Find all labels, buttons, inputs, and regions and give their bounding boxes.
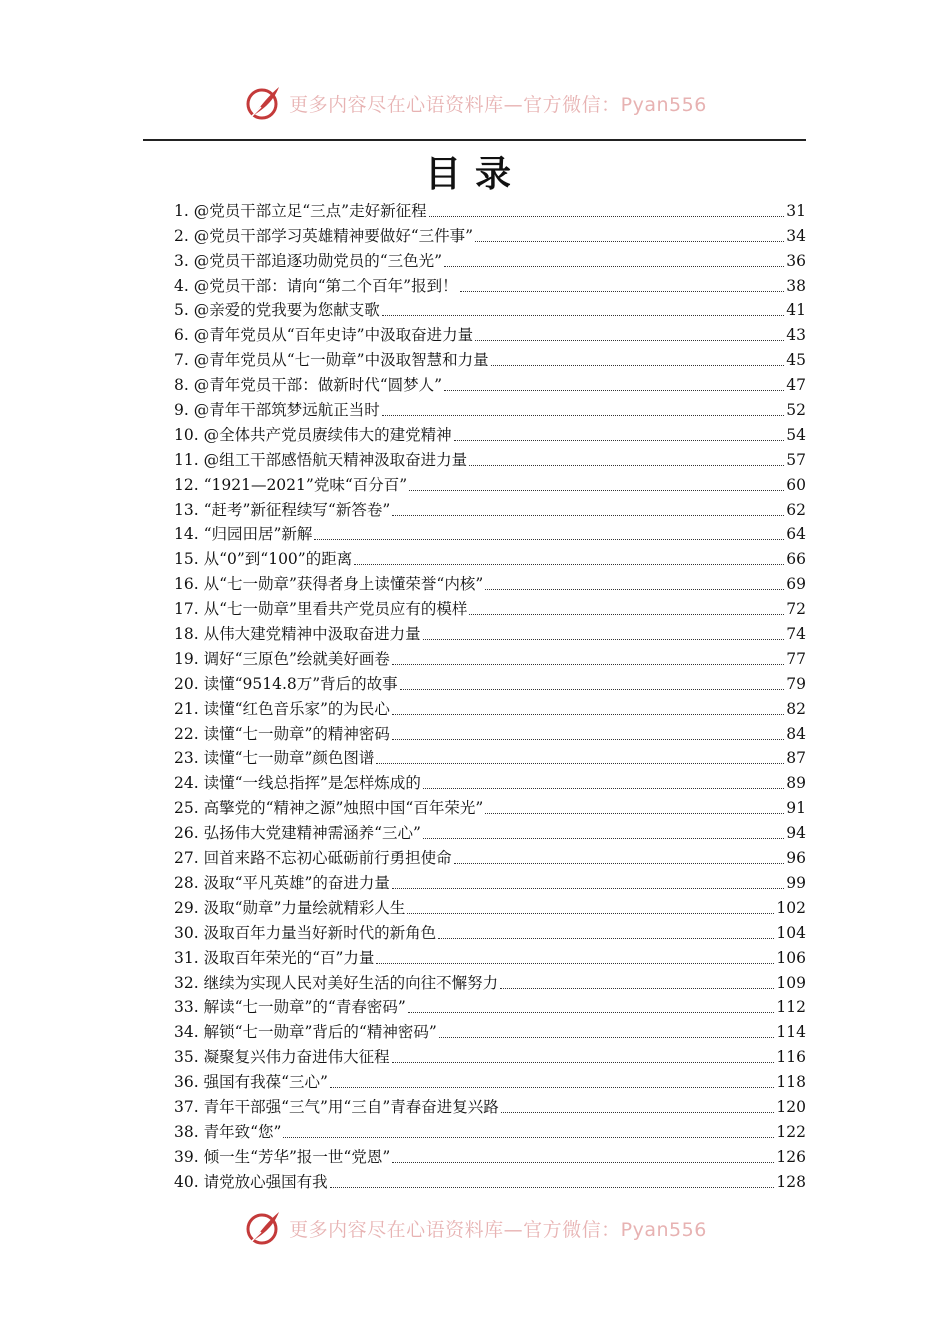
header-divider xyxy=(143,139,806,141)
toc-entry-number: 40. xyxy=(174,1172,204,1191)
toc-entry-page: 47 xyxy=(786,376,806,395)
toc-entry[interactable] xyxy=(174,1017,806,1042)
toc-dot-leader xyxy=(354,564,784,565)
toc-entry-title: 强国有我葆“三心” xyxy=(203,1073,328,1092)
toc-entry-page: 118 xyxy=(776,1073,806,1092)
toc-dot-leader xyxy=(475,241,784,242)
toc-entry[interactable] xyxy=(174,644,806,669)
toc-dot-leader xyxy=(491,365,785,366)
toc-entry-title: 调好“三原色”绘就美好画卷 xyxy=(203,649,390,668)
toc-entry-number: 29. xyxy=(174,898,204,917)
toc-entry[interactable] xyxy=(174,520,806,545)
toc-entry-number: 39. xyxy=(174,1147,204,1166)
toc-entry[interactable] xyxy=(174,843,806,868)
toc-dot-leader xyxy=(314,539,784,540)
toc-entry[interactable] xyxy=(174,544,806,569)
toc-entry-title: @青年党员从“百年史诗”中汲取奋进力量 xyxy=(193,326,474,345)
toc-entry-number: 31. xyxy=(174,948,204,967)
toc-entry-page: 54 xyxy=(786,425,806,444)
toc-entry-page: 84 xyxy=(786,724,806,743)
table-of-contents xyxy=(174,196,806,1192)
toc-entry-title: 倾一生“芳华”报一世“党恩” xyxy=(203,1147,391,1166)
toc-entry-number: 32. xyxy=(174,973,204,992)
toc-entry-number: 1. xyxy=(174,201,194,220)
toc-entry-page: 52 xyxy=(786,401,806,420)
toc-entry-page: 41 xyxy=(786,301,806,320)
toc-entry[interactable] xyxy=(174,1042,806,1067)
toc-dot-leader xyxy=(392,714,784,715)
toc-entry-number: 22. xyxy=(174,724,204,743)
quill-logo-icon xyxy=(243,83,283,123)
toc-entry-page: 45 xyxy=(786,351,806,370)
toc-entry-title: @党员干部学习英雄精神要做好“三件事” xyxy=(193,226,474,245)
toc-entry[interactable] xyxy=(174,594,806,619)
toc-entry-title: 回首来路不忘初心砥砺前行勇担使命 xyxy=(203,849,452,868)
toc-entry-number: 20. xyxy=(174,674,204,693)
toc-dot-leader xyxy=(423,788,784,789)
toc-entry-title: @全体共产党员赓续伟大的建党精神 xyxy=(203,425,452,444)
toc-entry-title: 读懂“一线总指挥”是怎样炼成的 xyxy=(203,774,421,793)
toc-entry-page: 126 xyxy=(776,1147,806,1166)
toc-entry[interactable] xyxy=(174,1142,806,1167)
toc-entry-number: 7. xyxy=(174,351,194,370)
toc-dot-leader xyxy=(400,689,785,690)
toc-entry-number: 37. xyxy=(174,1097,204,1116)
toc-entry-page: 122 xyxy=(776,1122,806,1141)
toc-dot-leader xyxy=(382,315,785,316)
toc-entry-number: 11. xyxy=(174,450,204,469)
toc-entry-page: 43 xyxy=(786,326,806,345)
toc-entry-number: 17. xyxy=(174,600,204,619)
toc-entry-page: 60 xyxy=(786,475,806,494)
toc-entry-number: 10. xyxy=(174,425,204,444)
toc-entry-number: 16. xyxy=(174,575,204,594)
toc-entry-title: 从“0”到“100”的距离 xyxy=(203,550,353,569)
toc-entry-page: 62 xyxy=(786,500,806,519)
toc-entry-title: 请党放心强国有我 xyxy=(203,1172,328,1191)
toc-entry-title: 解锁“七一勋章”背后的“精神密码” xyxy=(203,1023,437,1042)
toc-dot-leader xyxy=(392,739,784,740)
header-banner-text: 更多内容尽在心语资料库—官方微信：Pyan556 xyxy=(289,93,707,116)
toc-dot-leader xyxy=(469,614,784,615)
toc-entry[interactable] xyxy=(174,669,806,694)
toc-entry-page: 79 xyxy=(786,674,806,693)
toc-entry[interactable] xyxy=(174,271,806,296)
toc-dot-leader xyxy=(330,1187,775,1188)
toc-entry-page: 87 xyxy=(786,749,806,768)
toc-entry-title: “赶考”新征程续写“新答卷” xyxy=(203,500,391,519)
toc-entry-title: 从“七一勋章”里看共产党员应有的模样 xyxy=(203,600,468,619)
toc-entry-title: 高擎党的“精神之源”烛照中国“百年荣光” xyxy=(203,799,484,818)
toc-entry-number: 21. xyxy=(174,699,204,718)
toc-entry-title: 汲取百年荣光的“百”力量 xyxy=(203,948,375,967)
toc-entry-title: 凝聚复兴伟力奋进伟大征程 xyxy=(203,1048,390,1067)
toc-entry-page: 57 xyxy=(786,450,806,469)
toc-entry-number: 15. xyxy=(174,550,204,569)
toc-dot-leader xyxy=(429,216,785,217)
toc-entry-number: 3. xyxy=(174,251,194,270)
toc-dot-leader xyxy=(438,938,774,939)
toc-entry-page: 82 xyxy=(786,699,806,718)
toc-entry[interactable] xyxy=(174,569,806,594)
toc-entry-title: 青年致“您” xyxy=(203,1122,282,1141)
toc-entry[interactable] xyxy=(174,246,806,271)
page-title: 目录 xyxy=(424,153,525,195)
toc-entry-title: @党员干部：请向“第二个百年”报到！ xyxy=(193,276,458,295)
toc-dot-leader xyxy=(454,440,785,441)
toc-entry-number: 8. xyxy=(174,376,194,395)
toc-entry-page: 112 xyxy=(776,998,806,1017)
toc-entry-title: @党员干部追逐功勋党员的“三色光” xyxy=(193,251,443,270)
toc-entry-page: 94 xyxy=(786,824,806,843)
toc-entry[interactable] xyxy=(174,768,806,793)
toc-entry[interactable] xyxy=(174,370,806,395)
toc-entry[interactable] xyxy=(174,993,806,1018)
toc-entry[interactable] xyxy=(174,1092,806,1117)
toc-dot-leader xyxy=(444,390,784,391)
toc-entry[interactable] xyxy=(174,1117,806,1142)
toc-entry-number: 23. xyxy=(174,749,204,768)
toc-entry-page: 114 xyxy=(776,1023,806,1042)
toc-entry-page: 120 xyxy=(776,1097,806,1116)
toc-entry[interactable] xyxy=(174,943,806,968)
footer-banner-text: 更多内容尽在心语资料库—官方微信：Pyan556 xyxy=(289,1218,707,1241)
toc-entry-number: 35. xyxy=(174,1048,204,1067)
toc-dot-leader xyxy=(392,1062,775,1063)
toc-dot-leader xyxy=(469,465,784,466)
footer-banner xyxy=(0,1208,950,1248)
toc-entry-title: 读懂“9514.8万”背后的故事 xyxy=(203,674,398,693)
toc-entry[interactable] xyxy=(174,345,806,370)
toc-dot-leader xyxy=(501,1112,775,1113)
toc-entry[interactable] xyxy=(174,968,806,993)
toc-entry-title: 读懂“七一勋章”颜色图谱 xyxy=(203,749,375,768)
toc-entry-page: 66 xyxy=(786,550,806,569)
toc-entry-number: 26. xyxy=(174,824,204,843)
toc-entry[interactable] xyxy=(174,719,806,744)
toc-entry[interactable] xyxy=(174,395,806,420)
toc-entry-title: 汲取百年力量当好新时代的新角色 xyxy=(203,923,437,942)
toc-entry[interactable] xyxy=(174,893,806,918)
toc-dot-leader xyxy=(392,1162,774,1163)
toc-entry-page: 128 xyxy=(776,1172,806,1191)
toc-entry-page: 104 xyxy=(776,923,806,942)
toc-dot-leader xyxy=(485,813,784,814)
toc-entry-number: 38. xyxy=(174,1122,204,1141)
toc-entry-title: 青年干部强“三气”用“三自”青春奋进复兴路 xyxy=(203,1097,499,1116)
toc-entry-number: 34. xyxy=(174,1023,204,1042)
toc-entry-title: 从“七一勋章”获得者身上读懂荣誉“内核” xyxy=(203,575,484,594)
toc-entry[interactable] xyxy=(174,694,806,719)
toc-dot-leader xyxy=(376,763,784,764)
toc-entry[interactable] xyxy=(174,495,806,520)
toc-entry-number: 12. xyxy=(174,475,204,494)
toc-entry-number: 13. xyxy=(174,500,204,519)
toc-entry-title: @亲爱的党我要为您献支歌 xyxy=(193,301,380,320)
toc-entry-page: 109 xyxy=(776,973,806,992)
toc-entry-number: 19. xyxy=(174,649,204,668)
toc-entry-page: 102 xyxy=(776,898,806,917)
toc-entry[interactable] xyxy=(174,818,806,843)
toc-entry-number: 27. xyxy=(174,849,204,868)
toc-entry[interactable] xyxy=(174,918,806,943)
toc-dot-leader xyxy=(485,589,784,590)
toc-dot-leader xyxy=(409,490,784,491)
toc-entry-page: 89 xyxy=(786,774,806,793)
toc-entry-page: 36 xyxy=(786,251,806,270)
quill-logo-icon xyxy=(243,1208,283,1248)
toc-entry-page: 38 xyxy=(786,276,806,295)
toc-dot-leader xyxy=(460,291,785,292)
toc-dot-leader xyxy=(454,863,785,864)
toc-entry-number: 14. xyxy=(174,525,204,544)
toc-entry-page: 74 xyxy=(786,625,806,644)
toc-entry-page: 64 xyxy=(786,525,806,544)
toc-entry-number: 6. xyxy=(174,326,194,345)
toc-dot-leader xyxy=(330,1087,774,1088)
toc-entry-number: 28. xyxy=(174,873,204,892)
toc-dot-leader xyxy=(283,1137,774,1138)
header-banner xyxy=(0,83,950,123)
toc-entry-number: 2. xyxy=(174,226,194,245)
toc-entry-title: 汲取“平凡英雄”的奋进力量 xyxy=(203,873,390,892)
toc-entry-page: 72 xyxy=(786,600,806,619)
toc-entry[interactable] xyxy=(174,1067,806,1092)
toc-entry[interactable] xyxy=(174,744,806,769)
toc-dot-leader xyxy=(439,1037,775,1038)
toc-entry-title: 从伟大建党精神中汲取奋进力量 xyxy=(203,625,421,644)
toc-dot-leader xyxy=(500,988,774,989)
toc-dot-leader xyxy=(392,888,784,889)
toc-entry-page: 31 xyxy=(786,201,806,220)
toc-entry-page: 116 xyxy=(776,1048,806,1067)
toc-entry-number: 18. xyxy=(174,625,204,644)
toc-entry-title: 继续为实现人民对美好生活的向往不懈努力 xyxy=(203,973,499,992)
toc-dot-leader xyxy=(407,913,774,914)
toc-entry-title: @青年党员干部：做新时代“圆梦人” xyxy=(193,376,443,395)
toc-entry[interactable] xyxy=(174,196,806,221)
toc-entry-page: 99 xyxy=(786,873,806,892)
toc-entry-number: 24. xyxy=(174,774,204,793)
toc-dot-leader xyxy=(423,838,784,839)
toc-entry[interactable] xyxy=(174,221,806,246)
toc-entry-page: 69 xyxy=(786,575,806,594)
toc-entry[interactable] xyxy=(174,296,806,321)
toc-entry-title: @青年干部筑梦远航正当时 xyxy=(193,401,380,420)
toc-entry-title: @党员干部立足“三点”走好新征程 xyxy=(193,201,427,220)
toc-entry-title: 汲取“勋章”力量绘就精彩人生 xyxy=(203,898,406,917)
toc-entry[interactable] xyxy=(174,445,806,470)
toc-entry-number: 30. xyxy=(174,923,204,942)
toc-entry-page: 34 xyxy=(786,226,806,245)
toc-entry-title: “归园田居”新解 xyxy=(203,525,313,544)
toc-entry-title: 弘扬伟大党建精神需涵养“三心” xyxy=(203,824,421,843)
toc-entry-title: “1921—2021”党味“百分百” xyxy=(203,475,408,494)
toc-entry-page: 91 xyxy=(786,799,806,818)
toc-entry[interactable] xyxy=(174,619,806,644)
toc-entry-page: 106 xyxy=(776,948,806,967)
toc-entry-page: 77 xyxy=(786,649,806,668)
toc-entry[interactable] xyxy=(174,420,806,445)
toc-entry[interactable] xyxy=(174,1167,806,1192)
toc-entry-page: 96 xyxy=(786,849,806,868)
toc-dot-leader xyxy=(423,639,785,640)
toc-dot-leader xyxy=(376,963,774,964)
toc-entry-number: 25. xyxy=(174,799,204,818)
toc-entry-number: 5. xyxy=(174,301,194,320)
toc-entry-title: 读懂“红色音乐家”的为民心 xyxy=(203,699,390,718)
toc-entry-title: 读懂“七一勋章”的精神密码 xyxy=(203,724,390,743)
toc-entry[interactable] xyxy=(174,868,806,893)
toc-dot-leader xyxy=(392,515,784,516)
toc-dot-leader xyxy=(392,664,784,665)
toc-entry[interactable] xyxy=(174,320,806,345)
toc-dot-leader xyxy=(444,266,784,267)
toc-entry[interactable] xyxy=(174,793,806,818)
toc-dot-leader xyxy=(408,1012,775,1013)
toc-entry-number: 9. xyxy=(174,401,194,420)
toc-entry-number: 36. xyxy=(174,1073,204,1092)
toc-dot-leader xyxy=(475,340,784,341)
toc-entry[interactable] xyxy=(174,470,806,495)
toc-entry-title: @青年党员从“七一勋章”中汲取智慧和力量 xyxy=(193,351,489,370)
toc-entry-number: 33. xyxy=(174,998,204,1017)
toc-dot-leader xyxy=(382,415,785,416)
toc-entry-title: 解读“七一勋章”的“青春密码” xyxy=(203,998,406,1017)
toc-entry-number: 4. xyxy=(174,276,194,295)
toc-entry-title: @组工干部感悟航天精神汲取奋进力量 xyxy=(203,450,468,469)
